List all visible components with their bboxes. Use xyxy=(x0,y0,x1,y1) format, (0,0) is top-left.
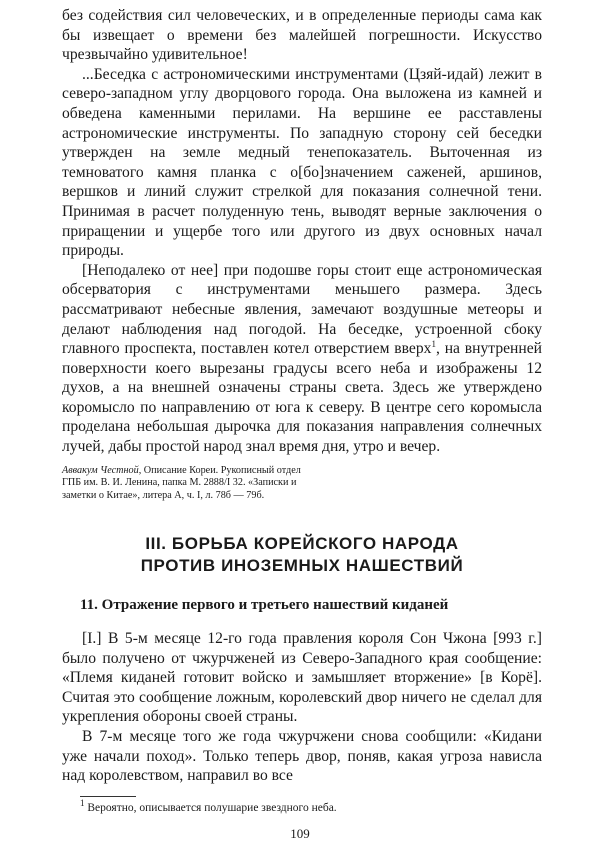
source-author: Аввакум Честной xyxy=(62,464,139,476)
footnote-mark: 1 xyxy=(80,797,85,808)
section-heading xyxy=(62,533,542,577)
footnote-text: Вероятно, описывается полушарие звездного неба. xyxy=(87,801,337,814)
body-paragraph-3-part-b: , на внутренней поверхности коего вырезаны градусы всего неба и изображены 12 духов, а на внешней означены страны света. Здесь же утверждено коромысло по направлению от юга к северу. В центре сего коромысла проделана небольшая дырочка для показания направления солнечных лучей, дабы простой народ знал время дня, утро и вечер. xyxy=(62,340,542,456)
page-number: 109 xyxy=(290,826,310,841)
source-citation xyxy=(62,465,322,503)
body-paragraph-1: без содействия сил человеческих, и в определенные периоды сама как бы извещает о времени без малейшей погрешности. Искусство чрезвычайно удивительное! xyxy=(62,7,542,64)
footnote-divider xyxy=(80,796,136,797)
body-paragraph-3 xyxy=(62,261,542,457)
section-heading-line-2: ПРОТИВ ИНОЗЕМНЫХ НАШЕСТВИЙ xyxy=(140,556,464,576)
subsection-heading: 11. Отражение первого и третьего нашествий киданей xyxy=(80,597,449,614)
section-heading-line-1: III. БОРЬБА КОРЕЙСКОГО НАРОДА xyxy=(145,534,459,554)
footnote-ref[interactable]: 1 xyxy=(431,338,436,349)
body2-paragraph-2: В 7-м месяце того же года чжурчжени снова сообщили: «Кидани уже начали поход». Только теперь двор, поняв, какая угроза нависла над королевством, направил во все xyxy=(62,728,542,785)
body-paragraph-3-part-a: [Неподалеко от нее] при подошве горы стоит еще астрономическая обсерватория с инструментами меньшего размера. Здесь рассматривают небесные явления, замечают воздушные метеоры и делают наблюдения над погодой. На беседке, устроенной сбоку главного проспекта, поставлен котел отверстием вверх xyxy=(62,261,542,358)
source-text: , Описание Кореи. Рукописный отдел ГПБ им. В. И. Ленина, папка М. 2888/I 32. «Записки и заметки о Китае», литера А, ч. I, л. 78б — 79б. xyxy=(62,464,301,502)
body2-paragraph-1: [I.] В 5-м месяце 12-го года правления короля Сон Чжона [993 г.] было получено от чжурчженей из Северо-Западного края сообщение: «Племя киданей готовит войско и замышляет вторжение» [в Корё]. Считая это сообщение ложным, королевский двор ничего не сделал для укрепления обороны своей страны. xyxy=(62,630,542,726)
footnote xyxy=(80,797,542,816)
body-paragraph-2: ...Беседка с астрономическими инструментами (Цзяй-идай) лежит в северо-западном углу дворцового города. Она выложена из камней и обведена каменными перилами. На вершине ее расставлены астрономические инструменты. По западную сторону сей беседки утвержден на земле медный тенепоказатель. Выточенная из темноватого камня планка с о[бо]значением саженей, аршинов, вершков и линий служит стрелкой для показания солнечной тени. Принимая в расчет полуденную тень, выводят верные заключения о приращении и ущербе того или другого из двух основных начал природы. xyxy=(62,65,542,260)
